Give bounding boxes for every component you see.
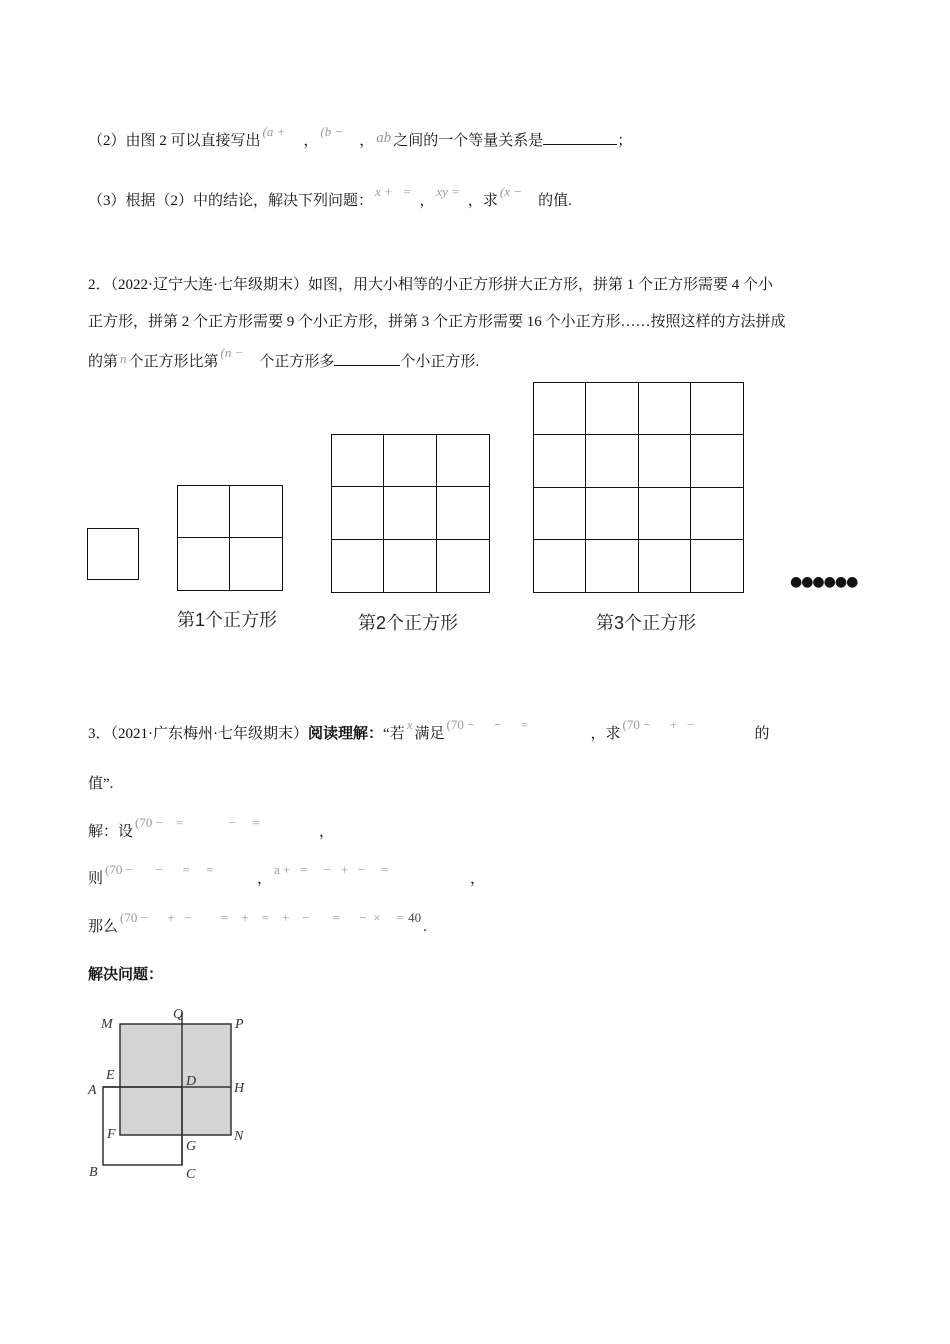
label-q: Q [173, 1007, 184, 1022]
text: ， [359, 133, 375, 149]
text: 的值. [538, 193, 572, 209]
figure-caption: 第1个正方形 [177, 610, 278, 630]
label-d: D [186, 1074, 197, 1089]
solve-heading: 解决问题： [88, 967, 164, 983]
math-expr: x + = [375, 184, 412, 199]
q2-line1: 2．（2022·辽宁大连·七年级期末）如图，用大小相等的小正方形拼大正方形，拼第 1 个正方形需要 4 个小 [88, 277, 773, 293]
text: . [423, 919, 427, 935]
label-g: G [186, 1139, 197, 1154]
math-expr: x [406, 717, 413, 732]
square-mpnf [120, 1024, 231, 1135]
text: 个正方形多 [259, 354, 335, 370]
text: 的 [754, 726, 770, 742]
text: ， [257, 871, 273, 887]
math-expr: (a + [262, 124, 286, 139]
label-p: P [235, 1017, 244, 1032]
label-n: N [234, 1129, 244, 1144]
math-expr: (n − [220, 345, 244, 360]
label-h: H [234, 1081, 245, 1096]
label-f: F [107, 1127, 116, 1142]
text: （3）根据（2）中的结论，解决下列问题： [88, 193, 374, 209]
text: 的第 [88, 354, 119, 370]
math-expr: a + = − + − = [274, 862, 389, 877]
math-expr: (70 − + − = + = + − = − × = [120, 910, 405, 925]
math-expr: (b − [320, 124, 344, 139]
text: 解：设 [88, 824, 134, 840]
math-expr: (70 − − = = [105, 862, 214, 877]
label-m: M [101, 1017, 113, 1032]
text: ， [319, 824, 335, 840]
ellipsis: ●●●●●● [790, 574, 858, 590]
math-expr: xy = [436, 184, 460, 199]
text: ，求 [467, 193, 498, 209]
label-c: C [186, 1167, 196, 1182]
math-expr: ab [376, 130, 392, 146]
bold-label: 阅读理解： [308, 726, 384, 742]
figure-caption: 第2个正方形 [358, 613, 459, 633]
text: ， [419, 193, 435, 209]
text: 之间的一个等量关系是 [393, 133, 544, 149]
label-b: B [89, 1165, 98, 1180]
q2-line2: 正方形，拼第 2 个正方形需要 9 个小正方形，拼第 3 个正方形需要 16 个小正方形……按照这样的方法拼成 [88, 314, 786, 330]
figure-caption: 第3个正方形 [596, 613, 697, 633]
text: ； [617, 133, 633, 149]
label-e: E [106, 1068, 115, 1083]
text: “若 [383, 726, 405, 742]
q3-line2: 值”. [88, 776, 114, 792]
text: ， [470, 871, 486, 887]
text: 满足 [414, 726, 445, 742]
math-value: 40 [408, 910, 422, 925]
label-a: A [88, 1083, 97, 1098]
math-expr: (70 − − = [446, 717, 529, 732]
text: 3．（2021·广东梅州·七年级期末） [88, 726, 308, 742]
text: （2）由图 2 可以直接写出 [88, 133, 261, 149]
text: 个正方形比第 [128, 354, 219, 370]
math-expr: n [120, 351, 127, 366]
text: ， [303, 133, 319, 149]
text: ，求 [590, 726, 621, 742]
text: 则 [88, 871, 104, 887]
text: 个小正方形. [400, 354, 480, 370]
text: 那么 [88, 919, 119, 935]
math-expr: (70 − = − = [135, 815, 260, 830]
math-expr: (x − [499, 184, 523, 199]
math-expr: (70 − + − [622, 717, 695, 732]
